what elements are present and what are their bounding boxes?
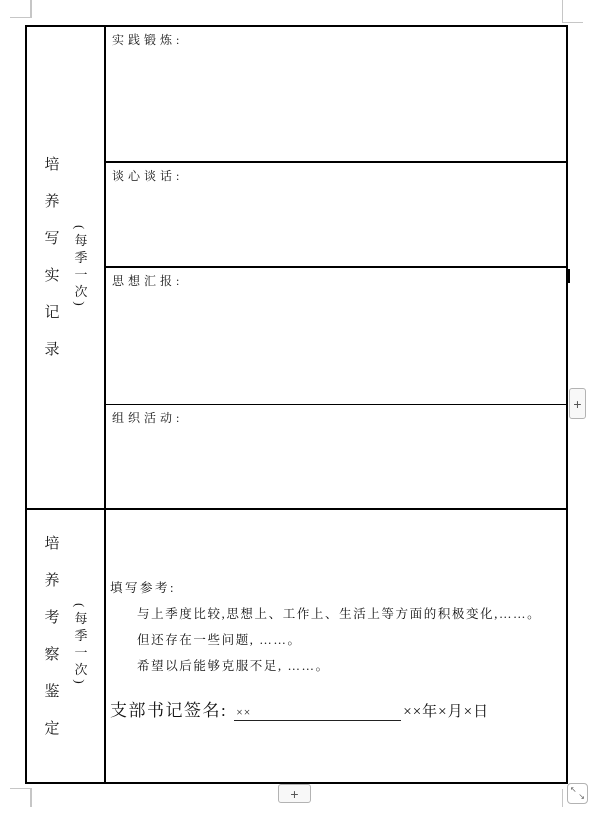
label-organizational-activity: 组织活动: bbox=[112, 411, 184, 425]
label-practice-training: 实践锻炼: bbox=[112, 33, 184, 47]
margin-mark-top-left-horizontal bbox=[10, 17, 31, 19]
signature-date: ××年×月×日 bbox=[403, 704, 490, 720]
plus-icon: + bbox=[290, 785, 299, 802]
margin-mark-bottom-right-vertical bbox=[562, 789, 564, 807]
add-column-button[interactable] bbox=[569, 388, 586, 419]
fill-reference-line-2: 但还存在一些问题, ……。 bbox=[137, 633, 302, 647]
plus-icon: + bbox=[573, 395, 582, 412]
fill-reference-title: 填写参考: bbox=[110, 581, 176, 595]
cell-practice-training[interactable] bbox=[106, 27, 566, 161]
margin-mark-top-right-vertical bbox=[562, 0, 564, 23]
margin-mark-bottom-left-vertical bbox=[30, 788, 32, 807]
table-border-right bbox=[566, 25, 568, 784]
fill-reference-line-3: 希望以后能够克服不足, ……。 bbox=[137, 659, 330, 673]
cell-thought-report[interactable] bbox=[106, 268, 566, 403]
resize-arrow-se-icon: ↘ bbox=[578, 792, 585, 801]
table-resize-handle[interactable] bbox=[567, 783, 588, 804]
margin-mark-top-left-vertical bbox=[30, 0, 32, 18]
margin-mark-bottom-left-horizontal bbox=[10, 788, 31, 790]
add-row-button[interactable] bbox=[278, 784, 311, 803]
signature-label: 支部书记签名: bbox=[110, 701, 228, 720]
cell-appraisal-content[interactable] bbox=[106, 510, 566, 782]
header-cell-appraisal[interactable] bbox=[27, 510, 103, 781]
fill-reference-line-1: 与上季度比较,思想上、工作上、生活上等方面的积极变化,……。 bbox=[137, 607, 542, 621]
signature-row bbox=[110, 696, 489, 721]
header-main-appraisal: 培养考察鉴定 bbox=[42, 534, 59, 757]
label-thought-report: 思想汇报: bbox=[112, 274, 184, 288]
resize-arrow-nw-icon: ↖ bbox=[570, 785, 577, 794]
header-main-cultivation-record: 培养写实记录 bbox=[42, 156, 59, 378]
header-sub-once-per-quarter-2: (每季一次) bbox=[72, 603, 88, 688]
header-cell-cultivation-record[interactable] bbox=[27, 27, 103, 507]
label-heart-to-heart-talk: 谈心谈话: bbox=[112, 169, 184, 183]
margin-mark-top-right-horizontal bbox=[562, 22, 583, 24]
signature-value-underlined[interactable]: ×× bbox=[234, 707, 401, 721]
header-sub-once-per-quarter-1: (每季一次) bbox=[72, 224, 88, 310]
cell-heart-to-heart-talk[interactable] bbox=[106, 163, 566, 266]
cell-organizational-activity[interactable] bbox=[106, 405, 566, 508]
text-cursor bbox=[566, 269, 571, 283]
